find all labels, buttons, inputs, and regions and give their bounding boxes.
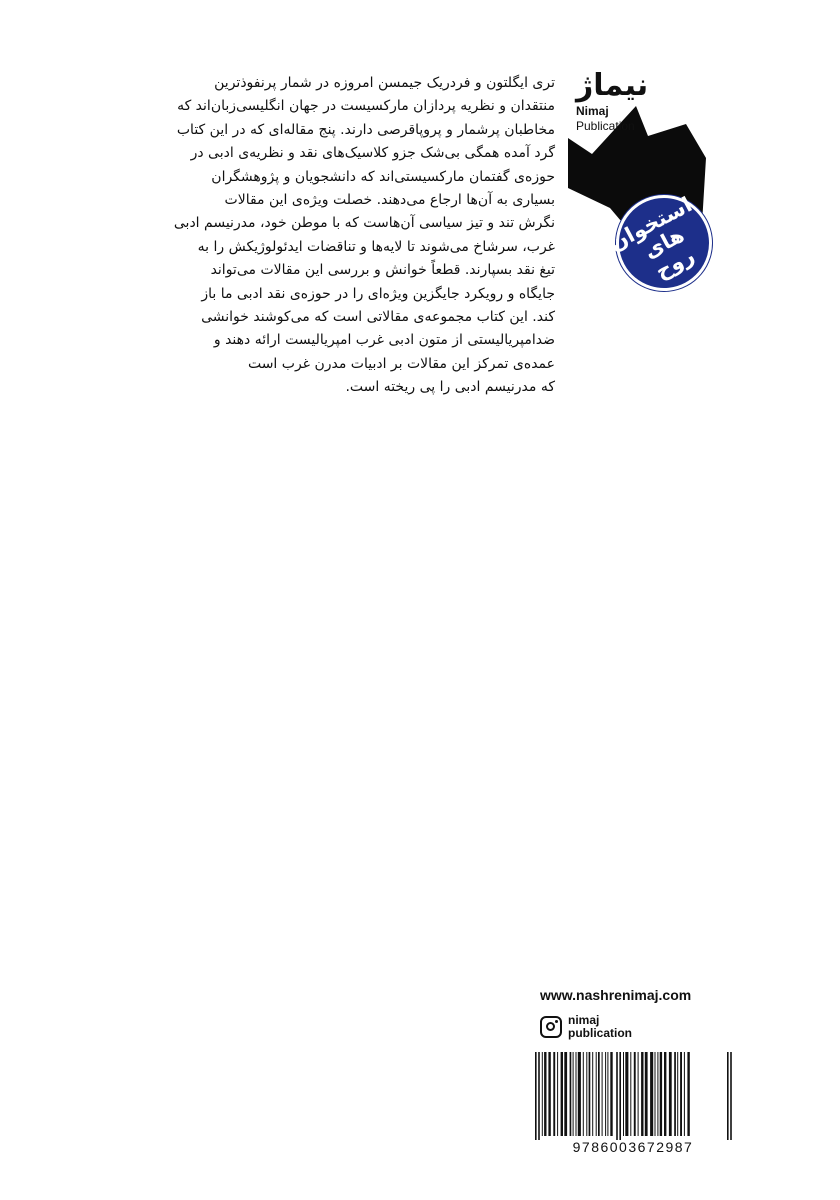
blurb-line: مخاطبان پرشمار و پروپاقرصی دارند. پنج مقاله‌ای که در این کتاب [176, 121, 555, 138]
isbn-number: 9786003672987 [572, 1139, 694, 1155]
barcode-bar [730, 1052, 732, 1140]
barcode-bar [619, 1052, 621, 1140]
blurb-line: بسیاری به آن‌ها ارجاع می‌دهند. خصلت ویژه‌ی این مقالات [224, 192, 555, 209]
blurb-line: گرد آمده همگی بی‌شک جزو کلاسیک‌های نقد و نظریه‌ی ادبی در [190, 145, 555, 162]
barcode-bar [625, 1052, 628, 1136]
barcode-bar [634, 1052, 636, 1136]
instagram-handle-line1: nimaj [568, 1013, 600, 1027]
barcode-bar [687, 1052, 689, 1136]
blurb-line: کند. این کتاب مجموعه‌ی مقالاتی است که می‌کوشند خوانشی [201, 309, 555, 326]
blurb-line: غرب، سرشاخ می‌شوند تا لایه‌ها و تناقضات ایدئولوژیکش را به [197, 238, 555, 255]
blurb-line: منتقدان و نظریه پردازان مارکسیست در جهان انگلیسی‌زبان‌اند که [177, 98, 555, 115]
barcode-bar [684, 1052, 685, 1136]
barcode-bar [576, 1052, 577, 1136]
barcode-bar [674, 1052, 676, 1136]
barcode-bar [660, 1052, 662, 1136]
barcode-bar [610, 1052, 612, 1136]
publisher-subtitle: Publication [576, 119, 635, 133]
barcode-bar [616, 1052, 618, 1140]
barcode-bar [669, 1052, 672, 1136]
barcode-bar [605, 1052, 606, 1136]
isbn-barcode [533, 1052, 733, 1140]
barcode-bar [598, 1052, 600, 1136]
barcode-bar [578, 1052, 581, 1136]
barcode-bar [564, 1052, 567, 1136]
barcode-bar [657, 1052, 658, 1136]
blurb-line: جایگاه و رویکرد جایگزین ویژه‌ای را در حوزه‌ی نقد ادبی ما باز [201, 285, 555, 302]
publisher-name: Nimaj [576, 104, 609, 118]
barcode-bar [664, 1052, 666, 1136]
barcode-bar [557, 1052, 558, 1136]
barcode-bar [592, 1052, 593, 1136]
barcode-bar [630, 1052, 631, 1136]
barcode-bar [548, 1052, 550, 1136]
barcode-bar [623, 1052, 624, 1136]
instagram-handle[interactable] [540, 1014, 632, 1040]
publisher-website[interactable]: www.nashrenimaj.com [540, 987, 692, 1003]
barcode-bar [645, 1052, 648, 1136]
blurb-line: که مدرنیسم ادبی را پی ریخته است. [345, 379, 555, 396]
barcode-bar [542, 1052, 543, 1136]
barcode-bar [638, 1052, 639, 1136]
barcode-bar [641, 1052, 643, 1136]
blurb-line: عمده‌ی تمرکز این مقالات بر ادبیات مدرن غرب است [247, 355, 555, 372]
barcode-bar [535, 1052, 537, 1140]
barcode-bar [596, 1052, 597, 1136]
barcode-bar [650, 1052, 653, 1136]
barcode-bar [573, 1052, 574, 1136]
barcode-bar [727, 1052, 729, 1140]
instagram-handle-line2: publication [568, 1026, 632, 1040]
barcode-bar [602, 1052, 603, 1136]
series-seal-text: استخوان های روح [605, 191, 698, 283]
barcode-bar [538, 1052, 540, 1140]
barcode-bar [607, 1052, 608, 1136]
barcode-bar [561, 1052, 563, 1136]
barcode-bar [586, 1052, 587, 1136]
barcode-bar [677, 1052, 678, 1136]
publisher-logo [576, 70, 686, 134]
blurb-line: ضدامپریالیستی از متون ادبی غرب امپریالیست ارائه دهند و [213, 332, 555, 349]
blurb-text [120, 72, 555, 400]
barcode-bar [583, 1052, 584, 1136]
blurb-line: حوزه‌ی گفتمان مارکسیستی‌اند که دانشجویان و پژوهشگران [211, 168, 555, 185]
barcode-bar [680, 1052, 682, 1136]
instagram-handle-text [568, 1014, 632, 1040]
barcode-bar [655, 1052, 656, 1136]
blurb-line: تری ایگلتون و فردریک جیمسن امروزه در شمار پرنفوذترین [214, 75, 555, 91]
instagram-icon [540, 1016, 562, 1038]
publisher-logo-mark: نیماژ [576, 68, 649, 103]
barcode-bar [570, 1052, 572, 1136]
barcode-bar [544, 1052, 546, 1136]
barcode-bar [553, 1052, 555, 1136]
blurb-line: تیغ نقد بسپارند. قطعاً خوانش و بررسی این مقالات می‌تواند [210, 262, 555, 279]
barcode-bar [589, 1052, 591, 1136]
blurb-line: نگرش تند و تیز سیاسی آن‌هاست که با موطن خود، مدرنیسم ادبی [173, 215, 555, 232]
